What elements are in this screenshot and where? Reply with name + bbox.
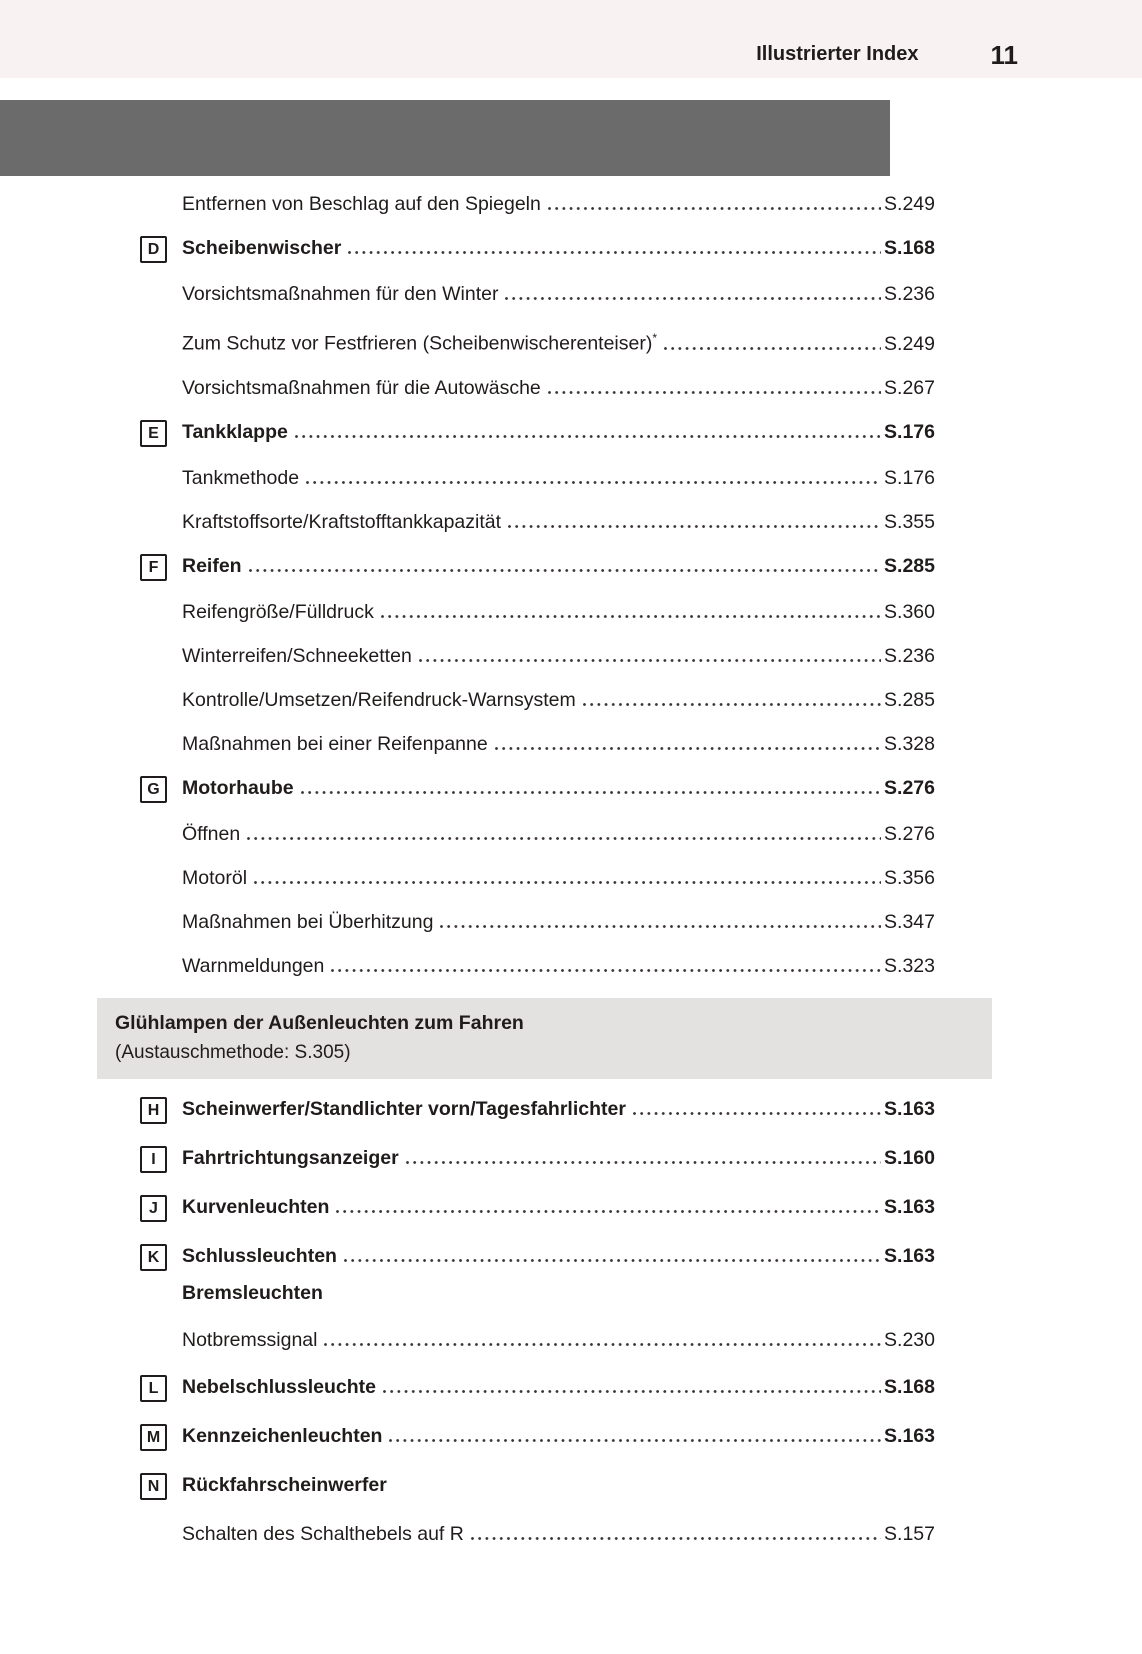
- dot-leader: [508, 525, 881, 528]
- entry-label: Kurvenleuchten: [182, 1195, 330, 1218]
- entry-label: Scheibenwischer: [182, 237, 342, 259]
- entry-label: Winterreifen/Schneeketten: [182, 644, 412, 667]
- dot-leader: [295, 435, 881, 438]
- dot-leader: [254, 881, 881, 884]
- section-subtitle: (Austauschmethode: S.305): [115, 1041, 351, 1063]
- dot-leader: [301, 791, 881, 794]
- index-entry: [182, 688, 935, 713]
- index-entry: [140, 1244, 935, 1271]
- dot-leader: [633, 1112, 881, 1115]
- index-entry: [182, 466, 935, 491]
- page-reference: S.176: [884, 420, 935, 443]
- index-content: [0, 176, 1142, 1547]
- entry-label: Maßnahmen bei einer Reifenpanne: [182, 732, 488, 755]
- letter-badge: J: [140, 1195, 167, 1222]
- entry-label: Kontrolle/Umsetzen/Reifendruck-Warnsystem: [182, 688, 576, 711]
- entry-label: Kraftstoffsorte/Kraftstofftankkapazität: [182, 510, 502, 533]
- page-reference: S.276: [884, 776, 935, 799]
- letter-badge: F: [140, 554, 167, 581]
- letter-badge: E: [140, 420, 167, 447]
- dot-leader: [583, 703, 881, 706]
- index-entry: [182, 644, 935, 669]
- page-reference: S.276: [884, 822, 935, 845]
- page-reference: S.285: [884, 554, 935, 577]
- entry-label: Tankklappe: [182, 420, 288, 443]
- index-entry: [182, 376, 935, 401]
- page-reference: S.168: [884, 237, 935, 259]
- dot-leader: [471, 1537, 881, 1540]
- page-reference: S.230: [884, 1328, 935, 1351]
- dot-leader: [548, 207, 881, 210]
- page-reference: S.360: [884, 600, 935, 623]
- header-spacer: [0, 78, 1142, 100]
- index-entry: [182, 282, 935, 307]
- dot-leader: [419, 659, 881, 662]
- entry-label: Maßnahmen bei Überhitzung: [182, 910, 434, 933]
- entry-label: Motorhaube: [182, 776, 294, 799]
- page-reference: S.236: [884, 644, 935, 667]
- entry-label: Schalten des Schalthebels auf R: [182, 1522, 464, 1545]
- index-entry: [182, 326, 935, 357]
- dot-leader: [306, 481, 881, 484]
- letter-badge: H: [140, 1097, 167, 1124]
- entry-label: Rückfahrscheinwerfer: [182, 1473, 387, 1496]
- page-header: [0, 0, 1142, 78]
- entry-label: Öffnen: [182, 822, 241, 845]
- letter-badge: I: [140, 1146, 167, 1173]
- index-entry: [140, 236, 935, 263]
- page-reference: S.347: [884, 910, 935, 933]
- page-reference: S.168: [884, 1375, 935, 1398]
- page-reference: S.176: [884, 466, 935, 489]
- dot-leader: [548, 391, 881, 394]
- page-reference: S.356: [884, 866, 935, 889]
- letter-badge: K: [140, 1244, 167, 1271]
- index-entry: [182, 1328, 935, 1353]
- dot-leader: [249, 569, 881, 572]
- footnote-asterisk: *: [652, 331, 658, 345]
- page-reference: S.163: [884, 1097, 935, 1120]
- entry-label: Warnmeldungen: [182, 954, 325, 977]
- page-reference: S.163: [884, 1195, 935, 1218]
- illustration-band: [0, 100, 890, 176]
- letter-badge: M: [140, 1424, 167, 1451]
- dot-leader: [247, 837, 881, 840]
- dot-leader: [381, 615, 881, 618]
- index-entry: [140, 420, 935, 447]
- dot-leader: [348, 251, 881, 254]
- dot-leader: [389, 1439, 881, 1442]
- entry-label: Reifengröße/Fülldruck: [182, 600, 374, 623]
- index-entry-continuation: [182, 1281, 935, 1306]
- page-reference: S.249: [884, 332, 935, 355]
- entry-label: Motoröl: [182, 866, 248, 889]
- dot-leader: [406, 1161, 881, 1164]
- index-entry: [182, 954, 935, 979]
- page-reference: S.236: [884, 283, 935, 305]
- entry-label: Kennzeichenleuchten: [182, 1424, 383, 1447]
- index-entry: [182, 600, 935, 625]
- entry-label: Schlussleuchten: [182, 1244, 337, 1267]
- dot-leader: [336, 1210, 881, 1213]
- dot-leader: [505, 297, 881, 300]
- letter-badge: N: [140, 1473, 167, 1500]
- page-reference: S.328: [884, 732, 935, 755]
- index-entry: [140, 1195, 935, 1222]
- page-reference: S.249: [884, 193, 935, 215]
- index-entry: [140, 554, 935, 581]
- page-reference: S.163: [884, 1424, 935, 1447]
- entry-label: Vorsichtsmaßnahmen für den Winter: [182, 283, 499, 305]
- index-entry: [182, 732, 935, 757]
- page-reference: S.355: [884, 510, 935, 533]
- entry-label: Nebelschlussleuchte: [182, 1375, 376, 1398]
- page-reference: S.160: [884, 1146, 935, 1169]
- index-entries-bottom: [140, 1097, 935, 1547]
- dot-leader: [664, 347, 881, 350]
- page-reference: S.267: [884, 376, 935, 399]
- index-entry: [182, 1522, 935, 1547]
- index-entry: [140, 1424, 935, 1451]
- index-entry: [140, 776, 935, 803]
- entry-label: Zum Schutz vor Festfrieren (Scheibenwischerenteiser)*: [182, 331, 658, 355]
- section-header: [97, 998, 992, 1079]
- entry-label: Bremsleuchten: [182, 1281, 323, 1304]
- dot-leader: [344, 1259, 881, 1262]
- header-title: Illustrierter Index: [756, 43, 919, 65]
- index-entry: [140, 1473, 935, 1500]
- index-entry: [182, 910, 935, 935]
- entry-label: Tankmethode: [182, 466, 300, 489]
- page-reference: S.163: [884, 1244, 935, 1267]
- index-entry: [140, 1146, 935, 1173]
- section-title: Glühlampen der Außenleuchten zum Fahren: [115, 1011, 524, 1034]
- index-entry: [140, 1375, 935, 1402]
- dot-leader: [331, 969, 881, 972]
- entry-label: Scheinwerfer/Standlichter vorn/Tagesfahrlichter: [182, 1097, 626, 1120]
- letter-badge: G: [140, 776, 167, 803]
- index-entry: [182, 510, 935, 535]
- index-entry: [182, 192, 935, 217]
- entry-label: Reifen: [182, 554, 242, 577]
- page-reference: S.323: [884, 954, 935, 977]
- page-number: 11: [990, 40, 1018, 70]
- page-reference: S.157: [884, 1522, 935, 1545]
- entry-label: Vorsichtsmaßnahmen für die Autowäsche: [182, 376, 541, 399]
- index-entry: [182, 866, 935, 891]
- index-entry: [140, 1097, 935, 1124]
- entry-label: Fahrtrichtungsanzeiger: [182, 1146, 399, 1169]
- index-entry: [182, 822, 935, 847]
- dot-leader: [324, 1343, 881, 1346]
- entry-label: Notbremssignal: [182, 1328, 318, 1351]
- entry-label: Entfernen von Beschlag auf den Spiegeln: [182, 193, 541, 215]
- dot-leader: [495, 747, 881, 750]
- dot-leader: [383, 1390, 881, 1393]
- letter-badge: D: [140, 236, 167, 263]
- letter-badge: L: [140, 1375, 167, 1402]
- dot-leader: [440, 925, 881, 928]
- index-entries-top: [140, 192, 935, 979]
- page-reference: S.285: [884, 688, 935, 711]
